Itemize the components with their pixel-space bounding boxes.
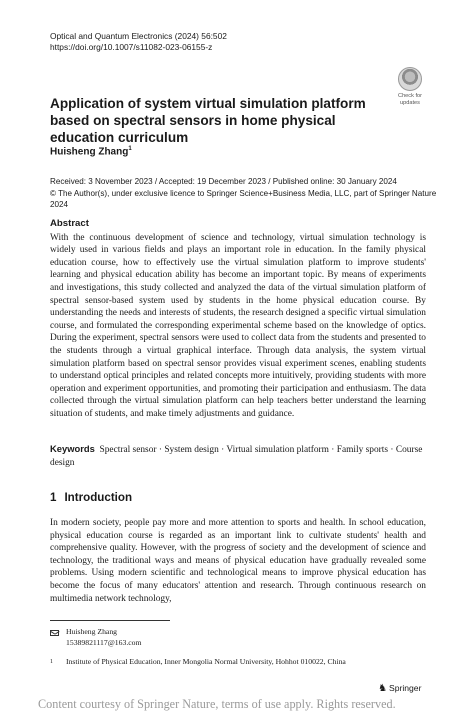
paper-title: Application of system virtual simulation platform based on spectral sensors in home physical education curriculum — [50, 96, 366, 145]
author-name: Huisheng Zhang — [50, 146, 129, 158]
envelope-icon — [50, 630, 59, 636]
section-heading — [50, 491, 132, 504]
contact-email[interactable]: 15389821117@163.com — [66, 637, 142, 647]
author-line — [50, 146, 132, 157]
publisher-name: Springer — [388, 683, 422, 693]
abstract-heading: Abstract — [50, 218, 89, 229]
doi-link[interactable]: https://doi.org/10.1007/s11082-023-06155-z — [50, 42, 213, 52]
abstract-section — [50, 218, 426, 421]
springer-horse-icon: ♞ — [378, 683, 387, 694]
publication-dates: Received: 3 November 2023 / Accepted: 19 December 2023 / Published online: 30 January 2024 — [50, 177, 397, 186]
badge-label: Check for updates — [398, 93, 422, 106]
introduction-text: In modern society, people pay more and more attention to sports and health. In school education, physical education course is regarded as an important link to cultivate students' health and comprehensive quality. However, with the progress of society and the development of science and technology, the traditional ways and means of physical education have gradually revealed some problems. Using modern scientific and technological means to improve physical education has become the focus of many educators' attention and research. Through continuous research on multimedia network technology, — [50, 518, 426, 604]
courtesy-notice: Content courtesy of Springer Nature, terms of use apply. Rights reserved. — [38, 697, 396, 711]
keywords-section — [50, 443, 426, 469]
check-for-updates-icon — [398, 67, 422, 91]
publication-info — [50, 176, 450, 211]
copyright-notice: © The Author(s), under exclusive licence to Springer Science+Business Media, LLC, part of Springer Nature 2024 — [50, 188, 437, 209]
section-number: 1 — [50, 491, 57, 504]
keywords-text: Spectral sensor · System design · Virtual simulation platform · Family sports · Course design — [50, 445, 423, 468]
section-title: Introduction — [64, 491, 133, 504]
affiliation-text: Institute of Physical Education, Inner Mongolia Normal University, Hohhot 010022, China — [66, 657, 346, 666]
publisher-logo — [378, 683, 421, 694]
journal-citation: Optical and Quantum Electronics (2024) 56:502 — [50, 31, 227, 41]
keywords-label: Keywords — [50, 443, 95, 454]
corresponding-author — [66, 627, 141, 648]
author-affiliation-marker: 1 — [128, 146, 132, 152]
check-for-updates-badge[interactable] — [393, 67, 427, 106]
abstract-text: With the continuous development of science and technology, virtual simulation technology is widely used in various fields and plays an important role in education. In the family physical education course, how to effectively use the virtual simulation platform to improve students' learning and physical education ability has become an important topic. By means of experiments and investigations, this study collected and analyzed the data of the virtual simulation platform of spectral sensor-based system used by students in the home physical education course. By understanding the needs and interests of students, the research designed a specific virtual simulation course, and formulated the corresponding experimental scheme based on the knowledge of optics. During the experiment, spectral sensors were used to collect data from the students and presented to the students through a virtual graphical interface. Through data analysis, the system virtual simulation platform based on spectral sensor provides visual experiment scenes, enabling students to understand optical principles and related concepts more intuitively, providing students with more operation and experiment opportunities, and promoting their participation and enthusiasm. The data collected through the virtual simulation platform can help teachers better understand the learning situation of students, and make timely adjustments and guidance. — [50, 232, 426, 419]
affiliation-number: 1 — [50, 659, 53, 665]
contact-name: Huisheng Zhang — [66, 627, 118, 636]
journal-header — [50, 31, 227, 53]
footnote-divider — [50, 620, 170, 621]
